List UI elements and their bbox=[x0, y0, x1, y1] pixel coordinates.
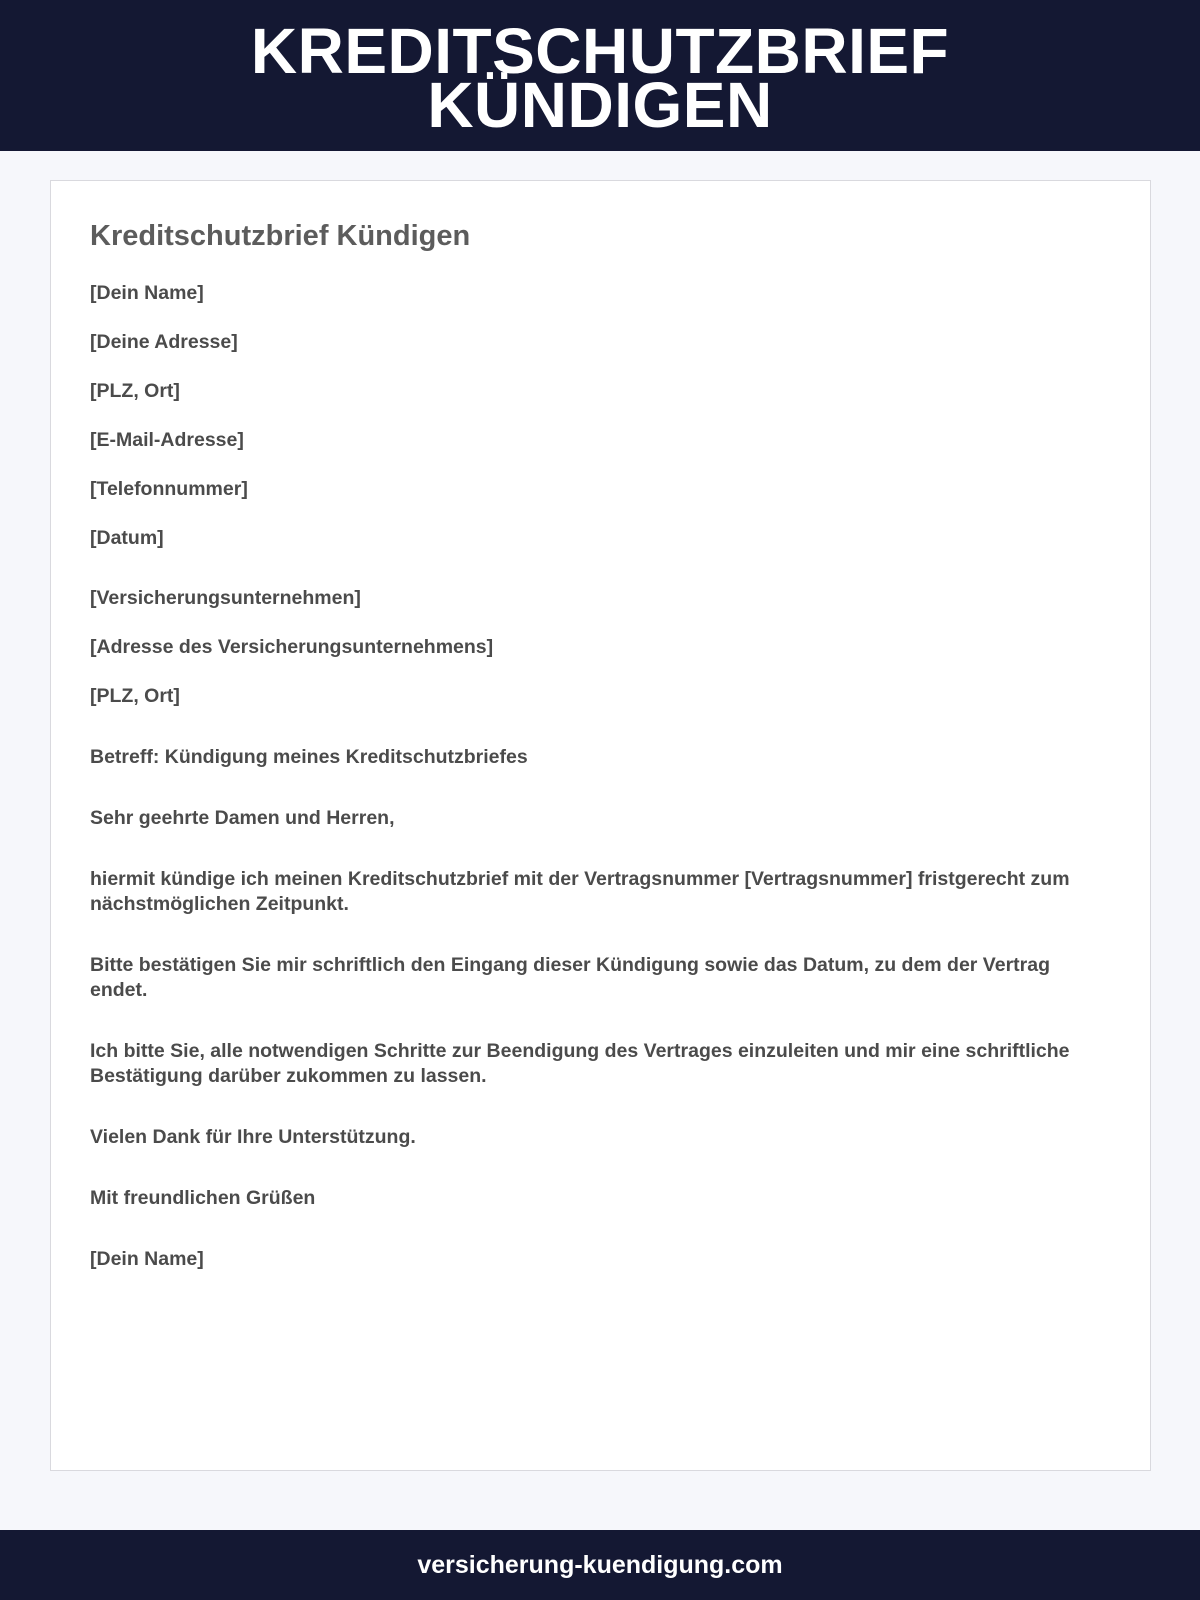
page-footer bbox=[0, 1530, 1200, 1600]
letter-title: Kreditschutzbrief Kündigen bbox=[90, 220, 471, 252]
letter-salutation: Sehr geehrte Damen und Herren, bbox=[90, 807, 395, 829]
letter-card bbox=[50, 180, 1151, 1471]
sender-phone: [Telefonnummer] bbox=[90, 478, 248, 500]
page-title-line-1: KREDITSCHUTZBRIEF bbox=[250, 15, 950, 87]
letter-date: [Datum] bbox=[90, 527, 164, 549]
letter-closing: Mit freundlichen Grüßen bbox=[90, 1187, 316, 1209]
page-title bbox=[0, 15, 1200, 141]
sender-city: [PLZ, Ort] bbox=[90, 380, 180, 402]
sender-address bbox=[90, 281, 1111, 551]
recipient-street: [Adresse des Versicherungsunternehmens] bbox=[90, 636, 494, 658]
page-title-line-2: KÜNDIGEN bbox=[427, 69, 773, 141]
letter-signature: [Dein Name] bbox=[90, 1248, 204, 1270]
recipient-city: [PLZ, Ort] bbox=[90, 685, 180, 707]
body-paragraph-1: hiermit kündige ich meinen Kreditschutzbrief mit der Vertragsnummer [Vertragsnummer] fristgerecht zum nächstmöglichen Zeitpunkt. bbox=[90, 868, 1070, 915]
body-paragraph-2: Bitte bestätigen Sie mir schriftlich den Eingang dieser Kündigung sowie das Datum, zu dem der Vertrag endet. bbox=[90, 954, 1051, 1001]
footer-site-link[interactable]: versicherung-kuendigung.com bbox=[417, 1551, 783, 1579]
sender-street: [Deine Adresse] bbox=[90, 331, 238, 353]
body-paragraph-3: Ich bitte Sie, alle notwendigen Schritte zur Beendigung des Vertrages einzuleiten und mir eine schriftliche Bestätigung darüber zukommen zu lassen. bbox=[90, 1040, 1070, 1087]
sender-name: [Dein Name] bbox=[90, 282, 204, 304]
page-header bbox=[0, 0, 1200, 151]
body-paragraph-4: Vielen Dank für Ihre Unterstützung. bbox=[90, 1126, 416, 1148]
recipient-address bbox=[90, 586, 1111, 709]
sender-email: [E-Mail-Adresse] bbox=[90, 429, 244, 451]
letter-subject: Betreff: Kündigung meines Kreditschutzbriefes bbox=[90, 746, 528, 768]
recipient-company: [Versicherungsunternehmen] bbox=[90, 587, 361, 609]
